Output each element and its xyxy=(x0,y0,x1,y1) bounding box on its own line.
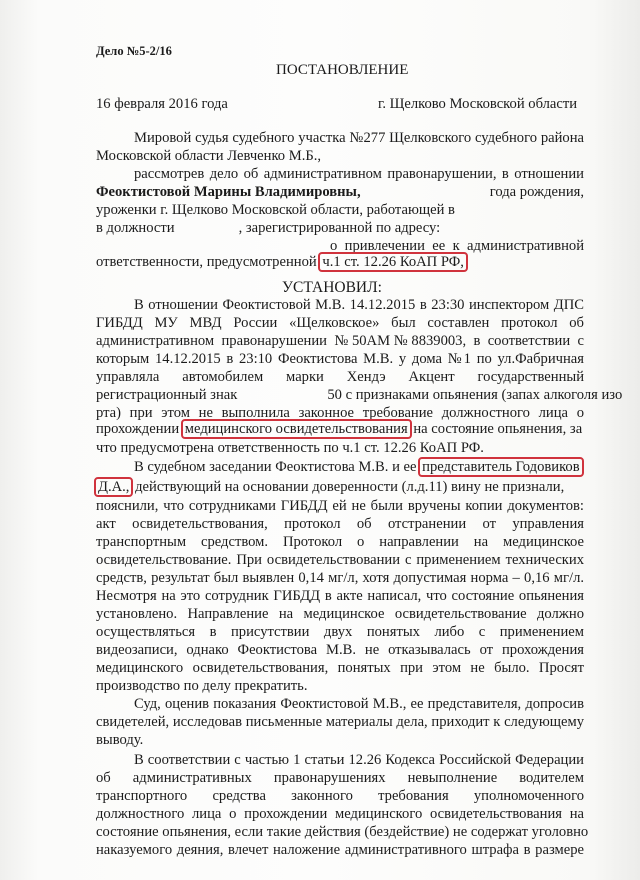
paragraph-line: акт освидетельствования, протокол об отстранении от управления xyxy=(96,516,584,532)
paragraph-line: регистрационный знак 50 с признаками опьянения (запах алкоголя изо xyxy=(96,387,623,403)
document-title: ПОСТАНОВЛЕНИЕ xyxy=(276,62,409,78)
paragraph-line: В судебном заседании Феоктистова М.В. и ее представитель Годовиков xyxy=(134,458,582,476)
paragraph-line: об административных правонарушениях невыполнение водителем xyxy=(96,770,584,786)
paragraph-line: наказуемого деяния, влечет наложение административного штрафа в размере xyxy=(96,842,584,858)
intro-line: о привлечении ее к административной xyxy=(330,238,584,254)
paragraph-line: что предусмотрена ответственность по ч.1 ст. 12.26 КоАП РФ. xyxy=(96,440,484,456)
document-date: 16 февраля 2016 года xyxy=(96,96,228,112)
heading-established: УСТАНОВИЛ: xyxy=(282,279,382,296)
paragraph-line: транспортного средства законного требования уполномоченного xyxy=(96,788,584,804)
paragraph-line: Суд, оценив показания Феоктистовой М.В., ее представителя, допросив xyxy=(134,696,584,712)
intro-line: уроженки г. Щелково Московской области, работающей в xyxy=(96,202,455,218)
representative-initials-highlight: Д.А., xyxy=(94,477,133,497)
paragraph-line: ГИБДД МУ МВД России «Щелковское» был составлен протокол об xyxy=(96,315,584,331)
paragraph-line: осуществляться в присутствии двух понятых либо с применением xyxy=(96,624,584,640)
paragraph-line: установлено. Направление на медицинское освидетельствование должно xyxy=(96,606,584,622)
paragraph-line: транспортным средством. Протокол о направлении на медицинское xyxy=(96,534,584,550)
case-number: Дело №5-2/16 xyxy=(96,44,172,58)
intro-line: Московской области Левченко М.Б., xyxy=(96,148,322,164)
paragraph-line: состояние опьянения, если такие действия (бездействие) не содержат уголовно xyxy=(96,824,589,840)
paragraph-line: выводу. xyxy=(96,732,144,748)
paragraph-line: освидетельствование. При освидетельствовании с применением технических xyxy=(96,552,584,568)
intro-line: Феоктистовой Марины Владимировны, года рождения, xyxy=(96,184,584,200)
paragraph-line: свидетелей, исследовав письменные материалы дела, приходит к следующему xyxy=(96,714,584,730)
paragraph-line: пояснили, что сотрудниками ГИБДД ей не были вручены копии документов: xyxy=(96,498,584,514)
paragraph-line: В отношении Феоктистовой М.В. 14.12.2015 в 23:30 инспектором ДПС xyxy=(134,297,584,313)
paragraph-line: видеозаписи, однако Феоктистова М.В. не отказывалась от прохождения xyxy=(96,642,584,658)
intro-line: Мировой судья судебного участка №277 Щелковского судебного района xyxy=(134,130,584,146)
intro-line: ответственности, предусмотренной ч.1 ст. 12.26 КоАП РФ, xyxy=(96,253,466,271)
paragraph-line: Д.А., действующий на основании доверенности (л.д.11) вину не признали, xyxy=(96,478,564,496)
defendant-name: Феоктистовой Марины Владимировны, xyxy=(96,184,361,200)
paragraph-line: средств, результат был выявлен 0,14 мг/л, хотя допустимая норма – 0,16 мг/л. xyxy=(96,570,584,586)
paragraph-line: производство по делу прекратить. xyxy=(96,678,308,694)
paragraph-line: Несмотря на это сотрудник ГИБДД в акте написал, что состояние опьянения xyxy=(96,588,584,604)
legal-article-highlight: ч.1 ст. 12.26 КоАП РФ, xyxy=(318,252,468,272)
document-place: г. Щелково Московской области xyxy=(378,96,578,112)
paragraph-line: медицинского освидетельствования, понятых при этом не было. Просят xyxy=(96,660,584,676)
paragraph-line: прохождении медицинского освидетельствования на состояние опьянения, за xyxy=(96,421,583,437)
representative-highlight: представитель Годовиков xyxy=(418,457,583,477)
paragraph-line: управляла автомобилем марки Хендэ Акцент государственный xyxy=(96,369,584,385)
paragraph-line: которым 14.12.2015 в 23:10 Феоктистова М.В. у дома №1 по ул.Фабричная xyxy=(96,351,584,367)
intro-line: рассмотрев дело об административном правонарушении, в отношении xyxy=(134,166,584,182)
paragraph-line: рта) при этом не выполнила законное требование должностного лица о xyxy=(96,405,584,421)
medical-examination-highlight: медицинского освидетельствования xyxy=(181,419,412,439)
paragraph-line: административном правонарушении №50АМ№8839003, в соответствии с xyxy=(96,333,584,349)
paragraph-line: В соответствии с частью 1 статьи 12.26 Кодекса Российской Федерации xyxy=(134,752,584,768)
intro-line: в должности , зарегистрированной по адресу: xyxy=(96,220,441,236)
paragraph-line: должностного лица о прохождении медицинского освидетельствования на xyxy=(96,806,584,822)
